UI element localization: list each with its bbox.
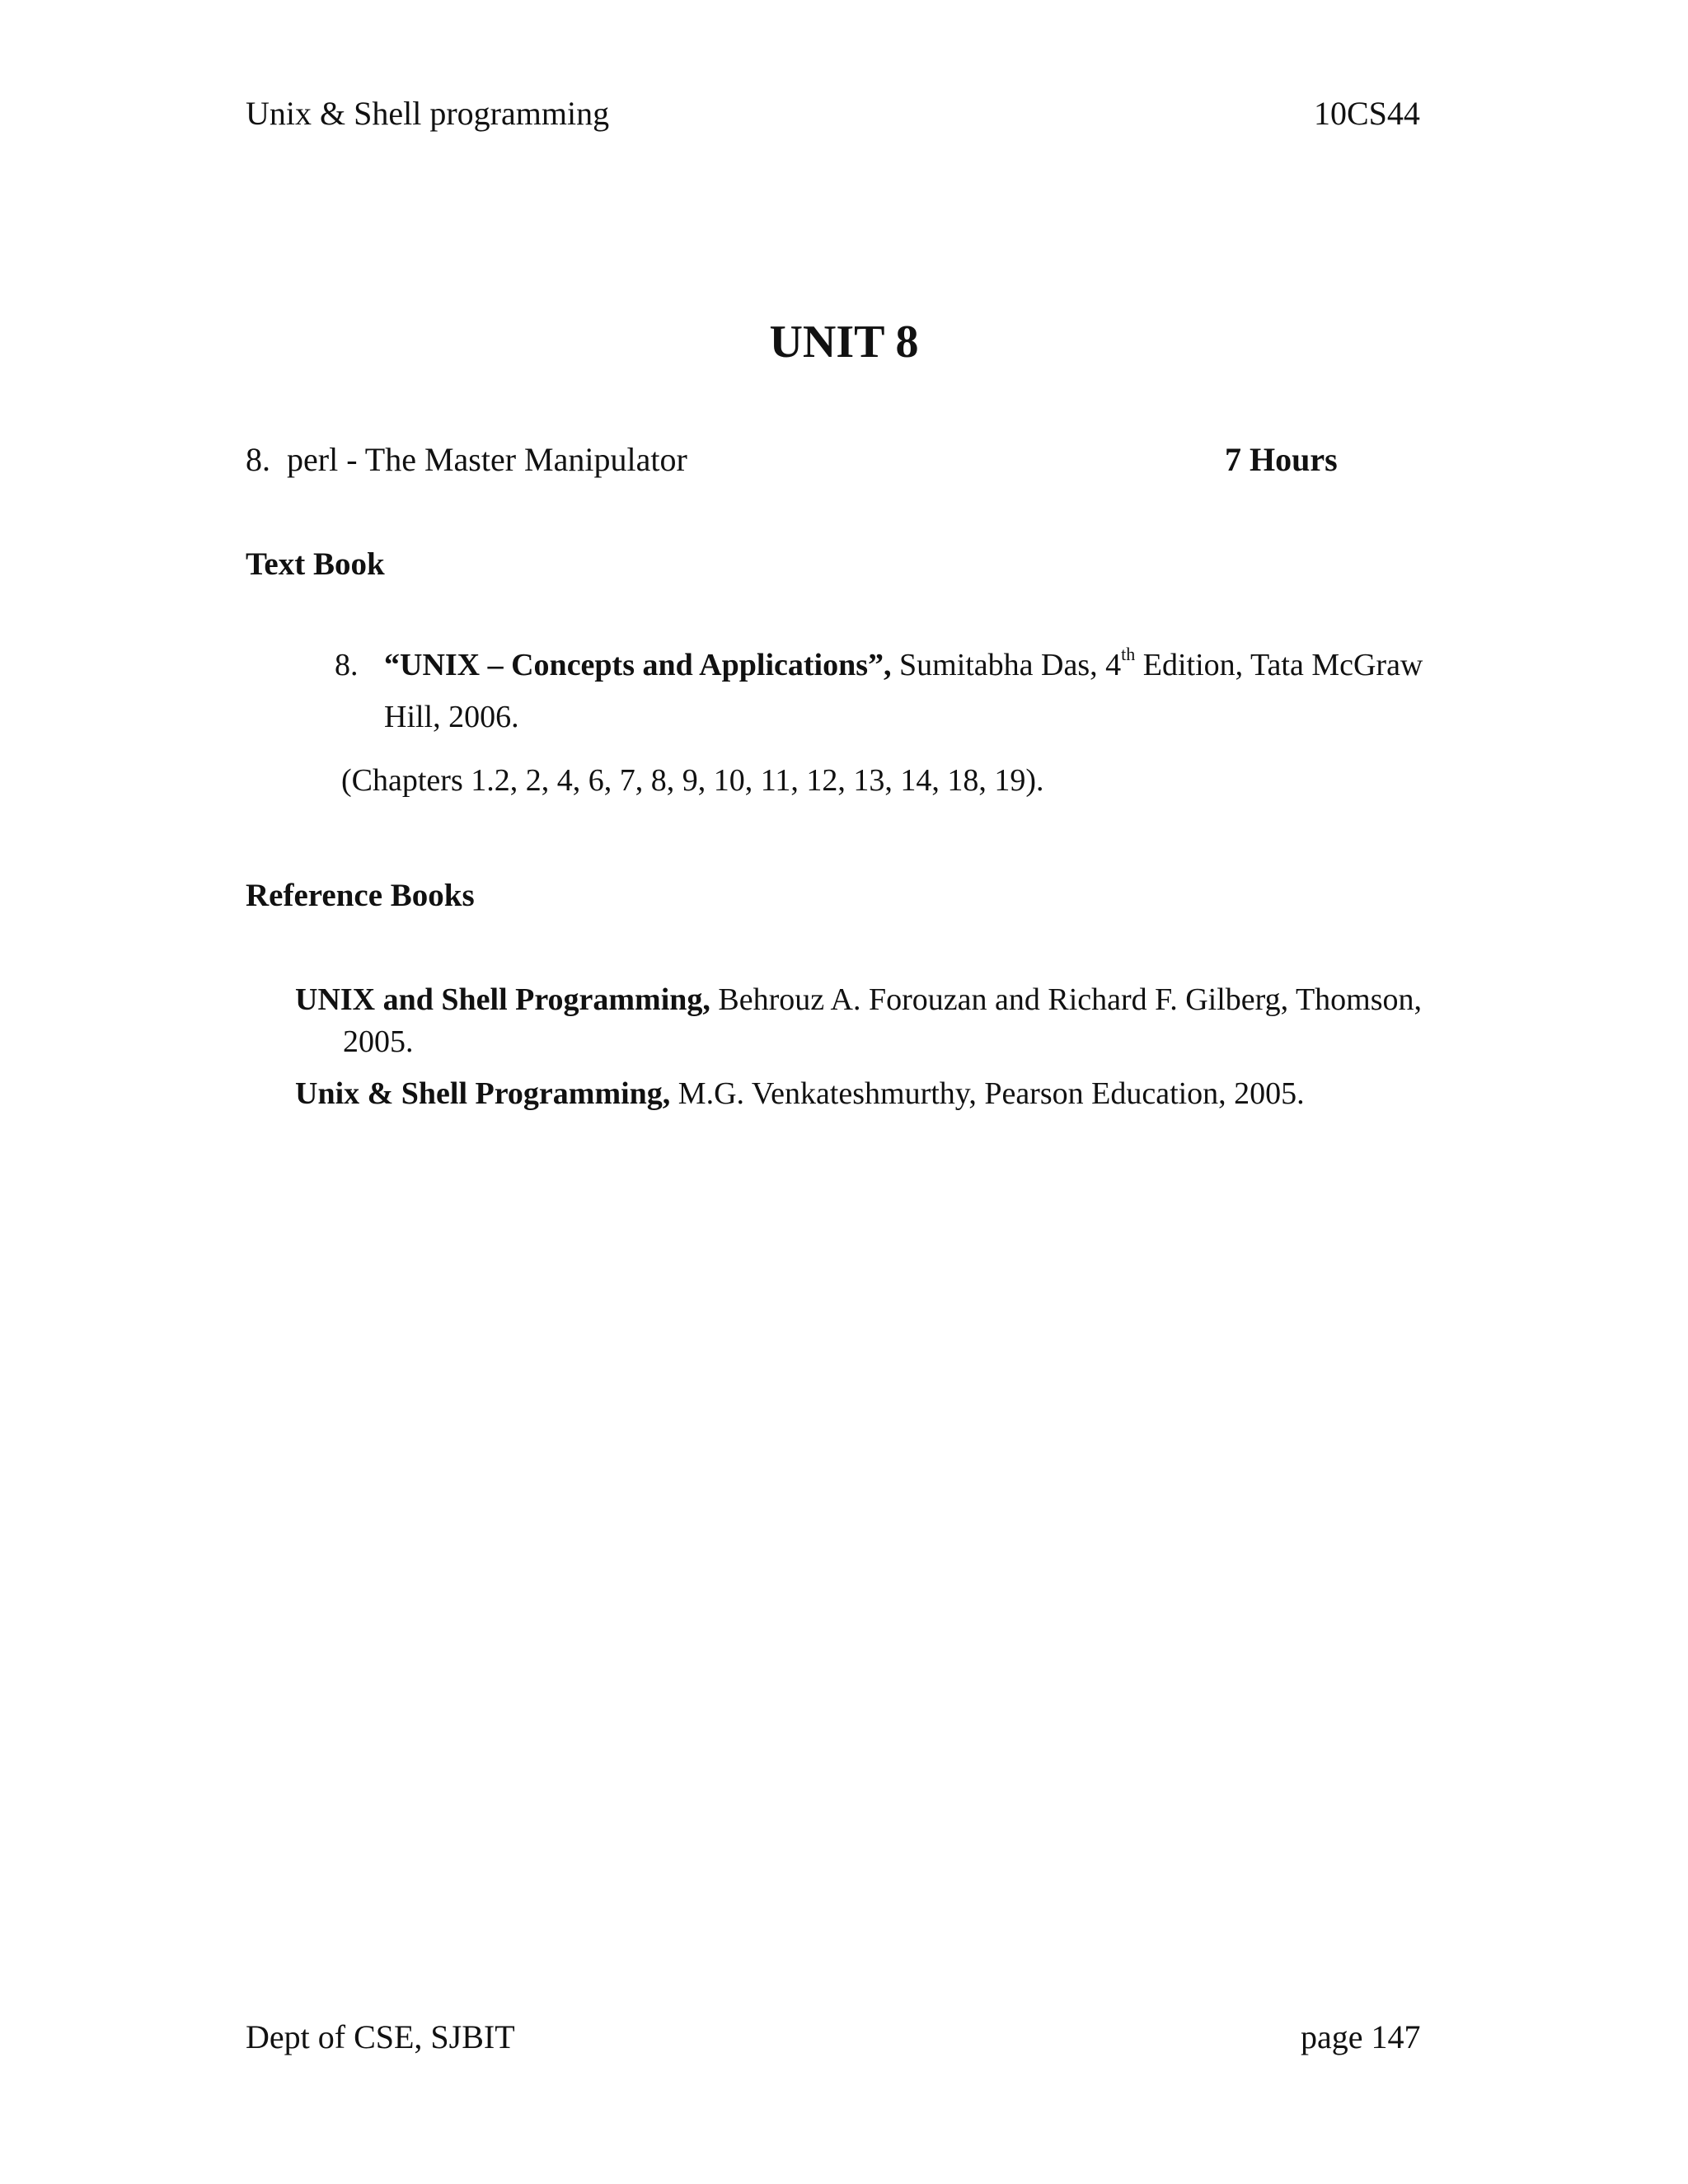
unit-title: UNIT 8 xyxy=(769,316,919,368)
reference-book-1-continuation: 2005. xyxy=(343,1024,414,1059)
text-book-continuation: Hill, 2006. xyxy=(384,700,519,734)
text-book-publisher: Edition, Tata McGraw xyxy=(1142,648,1423,682)
reference-book-2 xyxy=(295,1076,1305,1112)
reference-books-heading: Reference Books xyxy=(246,878,475,913)
text-book-item-number: 8. xyxy=(335,648,359,682)
unit-topic-number: 8. xyxy=(246,441,270,478)
reference-book-1-details: Behrouz A. Forouzan and Richard F. Gilberg, Thomson, xyxy=(718,982,1422,1017)
unit-hours: 7 Hours xyxy=(1225,441,1338,478)
text-book-author-edition: Sumitabha Das, 4 xyxy=(899,648,1122,682)
text-book-heading: Text Book xyxy=(246,546,385,582)
reference-book-2-title: Unix & Shell Programming, xyxy=(295,1076,671,1111)
footer-page-number: page 147 xyxy=(1301,2018,1421,2055)
text-book-chapters: (Chapters 1.2, 2, 4, 6, 7, 8, 9, 10, 11, 12, 13, 14, 18, 19). xyxy=(341,763,1044,798)
unit-topic xyxy=(246,440,687,479)
text-book-citation xyxy=(384,644,1423,683)
reference-book-1 xyxy=(295,982,1422,1018)
footer-department: Dept of CSE, SJBIT xyxy=(246,2018,515,2055)
reference-book-1-title: UNIX and Shell Programming, xyxy=(295,982,710,1017)
header-course-title: Unix & Shell programming xyxy=(246,95,610,132)
text-book-edition-suffix: th xyxy=(1121,644,1136,664)
unit-topic-label: perl - The Master Manipulator xyxy=(287,441,687,478)
header-course-code: 10CS44 xyxy=(1314,95,1420,132)
reference-book-2-details: M.G. Venkateshmurthy, Pearson Education, 2005. xyxy=(678,1076,1305,1111)
text-book-title: “UNIX – Concepts and Applications”, xyxy=(384,648,892,682)
